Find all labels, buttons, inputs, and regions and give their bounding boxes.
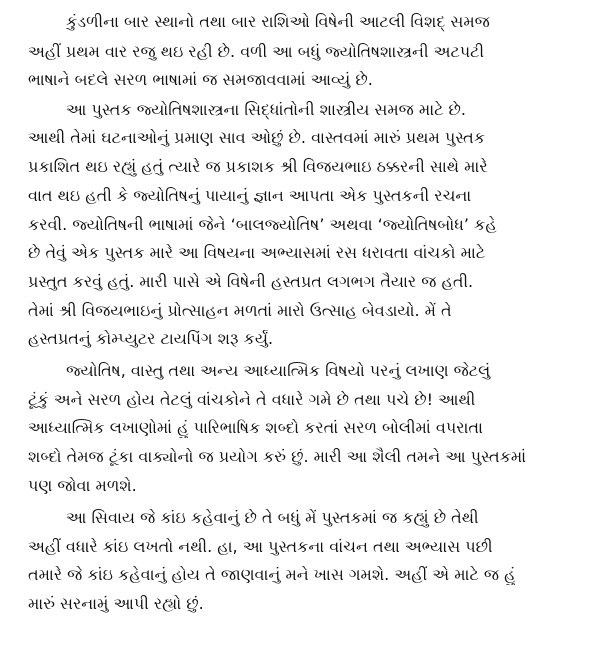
text-line: ટૂંકું અને સરળ હોય તેટલું વાંચકોને તે વધારે ગમે છે તથા પચે છે! આથી [28, 390, 476, 409]
text-line: કરવી. જ્યોતિષની ભાષામાં જેને ‘બાલજ્યોતિષ’ અથવા ‘જ્યોતિષબોધ’ કહે [28, 215, 497, 234]
text-line: આ સિવાય જે કાંઇ કહેવાનું છે તે બધું મેં પુસ્તકમાં જ કહ્યું છે તેથી [66, 508, 479, 527]
text-line: કુંડળીના બાર સ્થાનો તથા બાર રાશિઓ વિષેની આટલી વિશદ્ સમજ [66, 12, 490, 31]
text-line: વાત થઇ હતી કે જ્યોતિષનું પાયાનું જ્ઞાન આપતા એક પુસ્તકની રચના [28, 186, 472, 205]
text-line: છે તેવું એક પુસ્તક મારે આ વિષયના અભ્યાસમાં રસ ધરાવતા વાંચકો માટે [28, 243, 486, 262]
text-line: અહીં વધારે કાંઇ લખતો નથી. હા, આ પુસ્તકના વાંચન તથા અભ્યાસ પછી [28, 537, 493, 556]
text-line: પણ જોવા મળશે. [28, 476, 137, 495]
text-line: શબ્દો તેમજ ટૂંકા વાક્યોનો જ પ્રયોગ કરું છું. મારી આ શૈલી તમને આ પુસ્તકમાં [28, 447, 527, 466]
text-line: તેમાં શ્રી વિજયભાઇનું પ્રોત્સાહન મળતાં મારો ઉત્સાહ બેવડાયો. મેં તે [28, 301, 452, 320]
text-line: અહીં પ્રથમ વાર રજુ થઇ રહી છે. વળી આ બધું જ્યોતિષશાસ્ત્રની અટપટી [28, 42, 485, 61]
text-line: હસ્તપ્રતનું કોમ્પ્યુટર ટાયપિંગ શરૂ કર્યું. [28, 329, 274, 348]
text-line: આ પુસ્તક જ્યોતિષશાસ્ત્રના સિદ્ધાંતોની શાસ્ત્રીય સમજ માટે છે. [66, 100, 466, 119]
text-line: આધ્યાત્મિક લખાણોમાં હું પારિભાષિક શબ્દો કરતાં સરળ બોલીમાં વપરાતા [28, 418, 483, 437]
text-line: પ્રસ્તુત કરવું હતું. મારી પાસે એ વિષેની હસ્તપ્રત લગભગ તૈયાર જ હતી. [28, 272, 474, 291]
text-line: તમારે જે કાંઇ કહેવાનું હોય તે જાણવાનું મને ખાસ ગમશે. અહીં એ માટે જ હું [28, 565, 516, 584]
text-line: પ્રકાશિત થઇ રહ્યું હતું ત્યારે જ પ્રકાશક શ્રી વિજયભાઇ ઠક્કરની સાથે મારે [28, 157, 488, 176]
text-line: આથી તેમાં ઘટનાઓનું પ્રમાણ સાવ ઓછું છે. વાસ્તવમાં મારું પ્રથમ પુસ્તક [28, 128, 486, 147]
text-line: જ્યોતિષ, વાસ્તુ તથા અન્ય આધ્યાત્મિક વિષયો પરનું લખાણ જેટલું [66, 361, 491, 380]
text-line: ભાષાને બદલે સરળ ભાષામાં જ સમજાવવામાં આવ્યું છે. [28, 70, 373, 89]
text-line: મારું સરનામું આપી રહ્યો છું. [28, 594, 204, 613]
